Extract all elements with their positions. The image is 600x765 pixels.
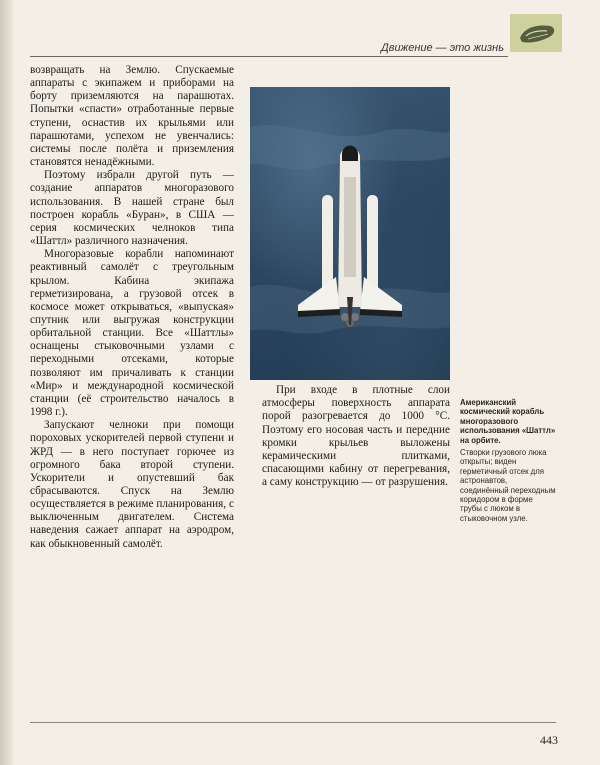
paragraph: При входе в плотные слои атмосферы поверхность аппарата порой разогревается до 1000 °С. Поэтому его носовая часть и передние кромки крыльев выложены керамическими плитками, спасающими кабину от перегревания, а саму конструкцию — от разрушения. <box>262 384 450 489</box>
page-spine-shadow <box>0 0 14 765</box>
running-header-title: Движение — это жизнь <box>381 42 504 54</box>
space-shuttle-photo <box>250 87 450 380</box>
paragraph: Поэтому избрали другой путь — создание аппаратов многоразового использования. В нашей стране был построен корабль «Буран», в США — серия космических челноков типа «Шаттл» различного назначения. <box>30 169 234 248</box>
paragraph: Запускают челноки при помощи пороховых ускорителей первой ступени и ЖРД — в него поступает горючее из огромного бака второй ступени. Ускорители и опустевший бак сбрасываются. Спуск на Землю осуществляется в режиме планирования, с выключенным двигателем. Система наведения сажает аппарат на аэродром, как обыкновенный самолёт. <box>30 419 234 550</box>
footer-rule <box>30 722 556 723</box>
right-text-column <box>262 384 450 490</box>
section-emblem-icon <box>510 14 562 52</box>
page-number: 443 <box>540 733 558 747</box>
caption-text: Створки грузового люка открыты; виден герметичный отсек для астронавтов, соединённый переходным коридором в форме трубы с люком в стыковочном узле. <box>460 448 556 523</box>
caption-title: Американский космический корабль многоразового использования «Шаттл» на орбите. <box>460 398 556 445</box>
left-text-column <box>30 64 234 551</box>
figure-caption <box>460 398 556 523</box>
header-rule <box>30 56 508 57</box>
paragraph: возвращать на Землю. Спускаемые аппараты с экипажем и приборами на борту приземляются на парашютах. Попытки «спасти» отработанные первые ступени, оснастив их крыльями или парашютами, успехом не увенчались: системы после полёта и приземления становятся ненадёжными. <box>30 64 234 169</box>
paragraph: Многоразовые корабли напоминают реактивный самолёт с треугольным крылом. Кабина экипажа герметизирована, а грузовой отсек в космосе может открываться, «выпуская» спутник или выгружая конструкции орбитальной станции. Все «Шаттлы» оснащены стыковочными узлами с переходными отсеками, которые позволяют им причаливать к станции «Мир» и международной космической станции (её строительство началось в 1998 г.). <box>30 248 234 419</box>
